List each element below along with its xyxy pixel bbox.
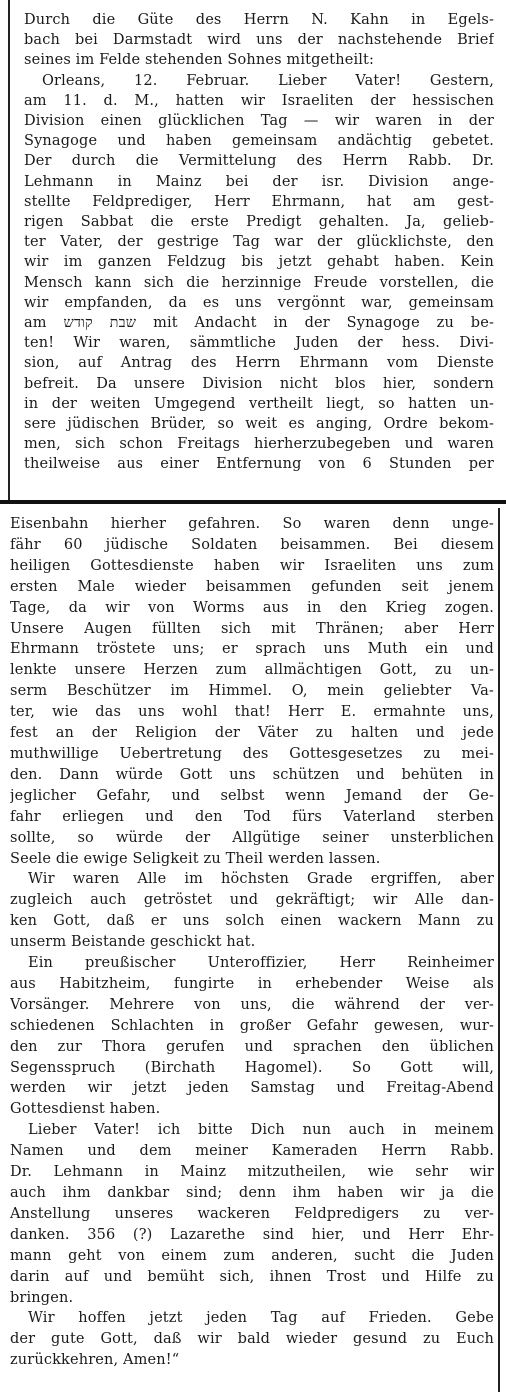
text-line: Mensch kann sich die herzinnige Freude vorstellen, die <box>24 274 494 291</box>
text-line: men, sich schon Freitags hierherzubegeben und waren <box>24 436 494 453</box>
text-line: Anstellung unseres wackeren Feldpredigers zu ver- <box>10 1205 494 1222</box>
text-line: sion, auf Antrag des Herrn Ehrmann vom Dienste <box>24 355 494 372</box>
text-line: muthwillige Uebertretung des Gottesgesetzes zu mei- <box>10 745 494 762</box>
text-line: unserm Beistande geschickt hat. <box>10 934 256 951</box>
text-line: den zur Thora gerufen und sprachen den üblichen <box>10 1038 494 1055</box>
text-line: Seele die ewige Seligkeit zu Theil werden lassen. <box>10 850 381 867</box>
text-line: jeglicher Gefahr, und selbst wenn Jemand der Ge- <box>10 787 494 804</box>
text-line: darin auf und bemüht sich, ihnen Trost und Hilfe zu <box>10 1268 494 1285</box>
text-line: danken. 356 (?) Lazarethe sind hier, und Herr Ehr- <box>10 1226 494 1243</box>
text-line: Segensspruch (Birchath Hagomel). So Gott will, <box>10 1059 494 1076</box>
text-line: Dr. Lehmann in Mainz mitzutheilen, wie sehr wir <box>10 1164 494 1181</box>
article-block-upper <box>0 0 506 500</box>
text-line: Synagoge und haben gemeinsam andächtig gebetet. <box>24 133 494 150</box>
text-line: wir im ganzen Feldzug bis jetzt gehabt haben. Kein <box>24 254 494 271</box>
text-line: mann geht von einem zum anderen, sucht die Juden <box>10 1247 494 1264</box>
text-line: Namen und dem meiner Kameraden Herrn Rabb. <box>10 1143 494 1160</box>
text-line: zugleich auch getröstet und gekräftigt; wir Alle dan- <box>10 892 494 909</box>
text-line: fahr erliegen und den Tod fürs Vaterland sterben <box>10 808 494 825</box>
text-line: bach bei Darmstadt wird uns der nachstehende Brief <box>24 32 494 49</box>
text-line: Durch die Güte des Herrn N. Kahn in Egels- <box>24 12 494 28</box>
text-line: auch ihm dankbar sind; denn ihm haben wir ja die <box>10 1185 494 1201</box>
text-line: am שבת קודש mit Andacht in der Synagoge zu be- <box>24 315 494 332</box>
text-line: ter, wie das uns wohl that! Herr E. ermahnte uns, <box>10 704 494 721</box>
text-line: bringen. <box>10 1289 74 1306</box>
text-line: in der weiten Umgegend vertheilt liegt, so hatten un- <box>24 395 494 412</box>
text-line: seines im Felde stehenden Sohnes mitgetheilt: <box>24 52 375 69</box>
text-line: sollte, so würde der Allgütige seiner unsterblichen <box>10 829 494 846</box>
text-line: Unsere Augen füllten sich mit Thränen; aber Herr <box>10 620 494 637</box>
text-line: schiedenen Schlachten in großer Gefahr gewesen, wur- <box>10 1017 494 1034</box>
text-line: aus Habitzheim, fungirte in erhebender Weise als <box>10 975 494 992</box>
text-line: ten! Wir waren, sämmtliche Juden der hess. Divi- <box>24 335 494 352</box>
text-line: am 11. d. M., hatten wir Israeliten der hessischen <box>24 92 494 109</box>
text-line: ter Vater, der gestrige Tag war der glücklichste, den <box>24 234 494 251</box>
text-line: Ehrmann tröstete uns; er sprach uns Muth ein und <box>10 641 494 658</box>
text-line: serm Beschützer im Himmel. O, mein geliebter Va- <box>10 683 494 700</box>
text-line: Eisenbahn hierher gefahren. So waren denn unge- <box>10 516 494 532</box>
text-line: Tage, da wir von Worms aus in den Krieg zogen. <box>10 599 494 616</box>
text-line: fest an der Religion der Väter zu halten und jede <box>10 725 494 742</box>
column-divider <box>0 500 506 504</box>
text-line: sere jüdischen Brüder, so weit es anging, Ordre bekom- <box>24 416 494 433</box>
text-line: Der durch die Vermittelung des Herrn Rabb. Dr. <box>24 153 494 170</box>
text-line: stellte Feldprediger, Herr Ehrmann, hat am gest- <box>24 193 494 210</box>
text-line: Wir hoffen jetzt jeden Tag auf Frieden. Gebe <box>28 1310 494 1327</box>
text-line: Wir waren Alle im höchsten Grade ergriffen, aber <box>28 871 494 888</box>
article-block-lower <box>0 508 506 1392</box>
text-line: der gute Gott, daß wir bald wieder gesund zu Euch <box>10 1331 494 1348</box>
text-line: ersten Male wieder beisammen gefunden seit jenem <box>10 578 494 595</box>
text-line: lenkte unsere Herzen zum allmächtigen Gott, zu un- <box>10 662 494 679</box>
column-rule-left <box>8 0 10 500</box>
text-line: Orleans, 12. Februar. Lieber Vater! Gestern, <box>42 72 494 89</box>
text-line: Division einen glücklichen Tag — wir waren in der <box>24 113 494 130</box>
text-line: Vorsänger. Mehrere von uns, die während der ver- <box>10 996 494 1013</box>
text-line: zurückkehren, Amen!“ <box>10 1352 180 1369</box>
text-line: werden wir jetzt jeden Samstag und Freitag-Abend <box>10 1080 494 1097</box>
text-line: den. Dann würde Gott uns schützen und behüten in <box>10 766 494 783</box>
text-line: Lieber Vater! ich bitte Dich nun auch in meinem <box>28 1122 494 1139</box>
text-line: Gottesdienst haben. <box>10 1101 161 1118</box>
text-line: wir empfanden, da es uns vergönnt war, gemeinsam <box>24 294 494 311</box>
text-line: Ein preußischer Unteroffizier, Herr Reinheimer <box>28 955 494 972</box>
text-line: fähr 60 jüdische Soldaten beisammen. Bei diesem <box>10 536 494 553</box>
text-line: ken Gott, daß er uns solch einen wackern Mann zu <box>10 913 494 930</box>
text-line: rigen Sabbat die erste Predigt gehalten. Ja, gelieb- <box>24 214 494 231</box>
text-line: befreit. Da unsere Division nicht blos hier, sondern <box>24 375 494 392</box>
text-line: Lehmann in Mainz bei der isr. Division ange- <box>24 173 494 190</box>
text-line: theilweise aus einer Entfernung von 6 Stunden per <box>24 456 494 473</box>
text-line: heiligen Gottesdienste haben wir Israeliten uns zum <box>10 557 494 574</box>
